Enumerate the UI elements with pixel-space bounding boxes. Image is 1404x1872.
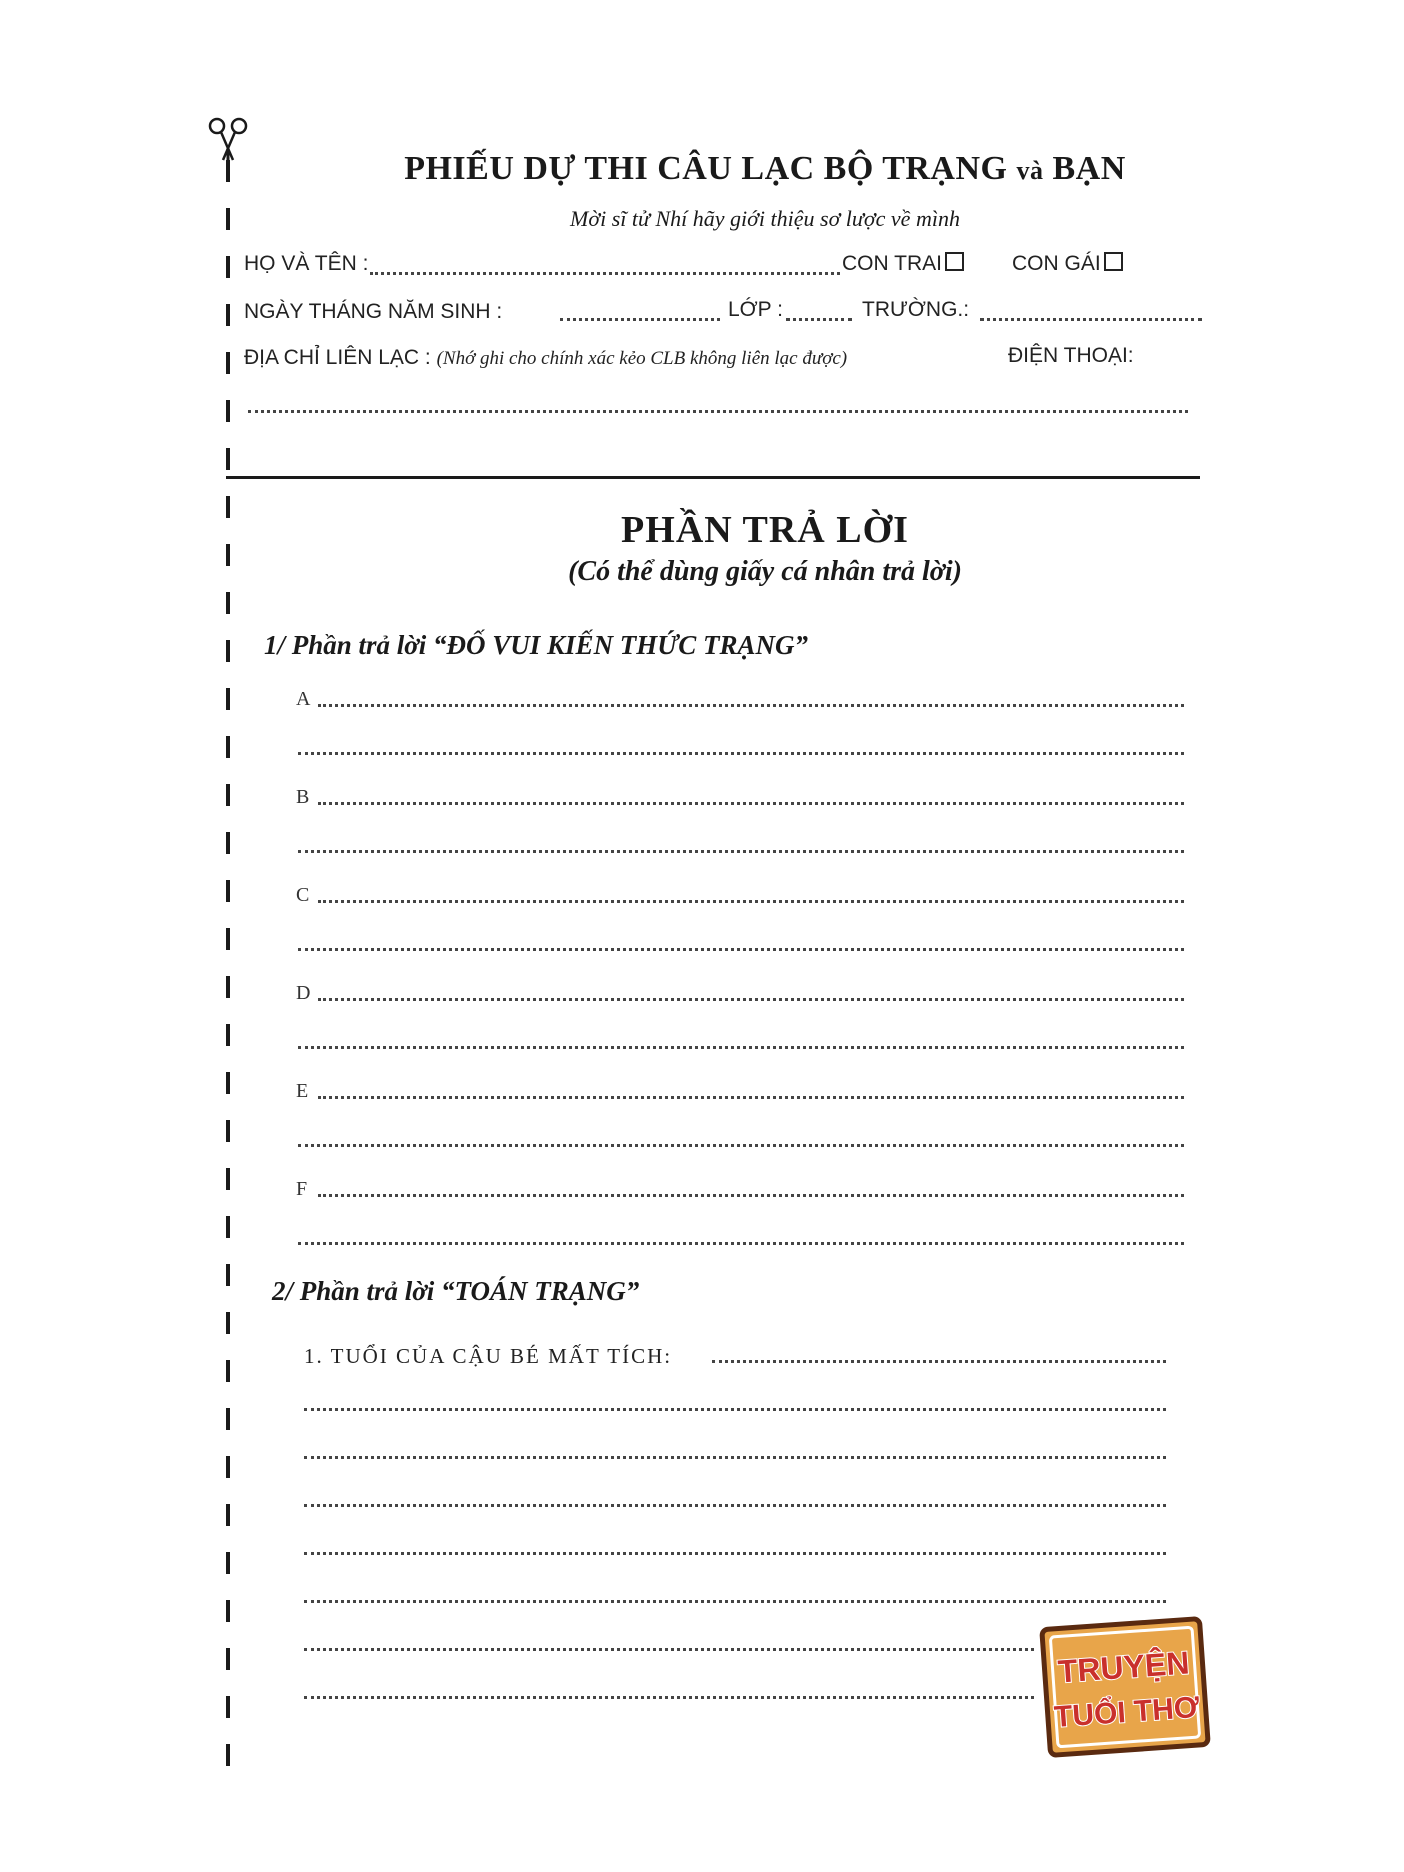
boy-checkbox[interactable] <box>945 252 964 271</box>
question-1-line6[interactable] <box>304 1648 1034 1651</box>
answer-b-line2[interactable] <box>298 850 1184 853</box>
answer-letter-d: D <box>296 982 311 1004</box>
cut-line <box>226 160 230 1780</box>
answer-letter-b: B <box>296 786 310 808</box>
answer-a-line2[interactable] <box>298 752 1184 755</box>
name-field[interactable] <box>370 272 840 275</box>
form-title: PHIẾU DỰ THI CÂU LẠC BỘ TRẠNG và BẠN <box>404 150 1126 187</box>
question-1-line7[interactable] <box>304 1696 1034 1699</box>
answer-e-line2[interactable] <box>298 1144 1184 1147</box>
answer-c-line2[interactable] <box>298 948 1184 951</box>
section1-heading: 1/ Phần trả lời “ĐỐ VUI KIẾN THỨC TRẠNG” <box>264 630 808 660</box>
answer-letter-e: E <box>296 1080 309 1102</box>
girl-checkbox[interactable] <box>1104 252 1123 271</box>
boy-label: CON TRAI <box>842 252 942 275</box>
answer-d-line1[interactable] <box>318 998 1184 1001</box>
question-1-line4[interactable] <box>304 1552 1166 1555</box>
answer-letter-f: F <box>296 1178 308 1200</box>
scissors-icon <box>204 116 252 176</box>
girl-label: CON GÁI <box>1012 252 1101 275</box>
answer-d-line2[interactable] <box>298 1046 1184 1049</box>
dob-label: NGÀY THÁNG NĂM SINH : <box>244 300 503 323</box>
answer-letter-c: C <box>296 884 310 906</box>
boy-option[interactable] <box>842 252 964 276</box>
school-label: TRƯỜNG.: <box>862 298 970 321</box>
question-1-line5[interactable] <box>304 1600 1166 1603</box>
answer-f-line1[interactable] <box>318 1194 1184 1197</box>
answer-e-line1[interactable] <box>318 1096 1184 1099</box>
answers-title: PHẦN TRẢ LỜI <box>621 509 909 551</box>
answer-f-line2[interactable] <box>298 1242 1184 1245</box>
truyen-tuoi-tho-logo <box>1035 1612 1214 1762</box>
school-field[interactable] <box>980 318 1202 321</box>
question-1-line2[interactable] <box>304 1456 1166 1459</box>
class-field[interactable] <box>786 318 852 321</box>
address-label: ĐỊA CHỈ LIÊN LẠC : (Nhớ ghi cho chính xác kẻo CLB không liên lạc được) <box>244 346 848 369</box>
question-1-label: 1. TUỔI CỦA CẬU BÉ MẤT TÍCH: <box>304 1344 673 1368</box>
class-label: LỚP : <box>728 298 783 321</box>
answer-b-line1[interactable] <box>318 802 1184 805</box>
form-subtitle: Mời sĩ tử Nhí hãy giới thiệu sơ lược về mình <box>570 206 960 231</box>
answer-a-line1[interactable] <box>318 704 1184 707</box>
address-note: (Nhớ ghi cho chính xác kẻo CLB không liên lạc được) <box>436 348 848 369</box>
girl-option[interactable] <box>1012 252 1123 276</box>
question-1-line0[interactable] <box>712 1360 1166 1363</box>
question-1-line3[interactable] <box>304 1504 1166 1507</box>
logo-line2: TUỔI THƠ <box>1053 1690 1201 1734</box>
answer-letter-a: A <box>296 688 311 710</box>
answers-subtitle: (Có thể dùng giấy cá nhân trả lời) <box>568 556 962 587</box>
answer-c-line1[interactable] <box>318 900 1184 903</box>
logo-line1: TRUYỆN <box>1056 1644 1191 1690</box>
name-label: HỌ VÀ TÊN : <box>244 252 369 275</box>
question-1-line1[interactable] <box>304 1408 1166 1411</box>
dob-field[interactable] <box>560 318 720 321</box>
address-field[interactable] <box>248 410 1188 413</box>
phone-label: ĐIỆN THOẠI: <box>1008 344 1134 367</box>
section-divider <box>226 476 1200 479</box>
section2-heading: 2/ Phần trả lời “TOÁN TRẠNG” <box>272 1276 640 1306</box>
